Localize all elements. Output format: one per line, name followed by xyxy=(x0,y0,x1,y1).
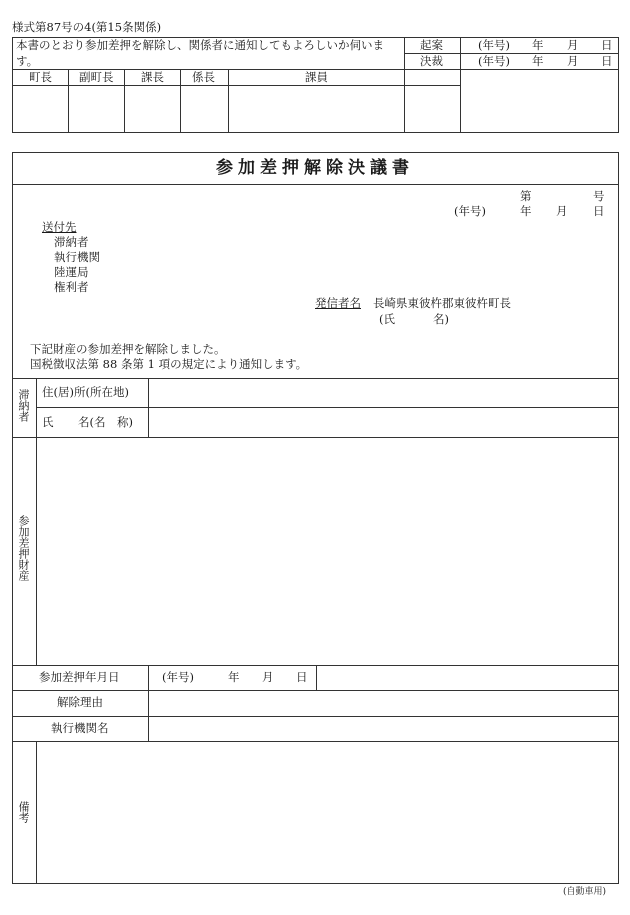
divider xyxy=(12,716,619,717)
document-title: 参加差押解除決議書 xyxy=(216,158,414,178)
divider xyxy=(148,378,149,437)
divider xyxy=(12,741,619,742)
decision-era: (年号) xyxy=(478,54,510,68)
property-label: 参加差押財産 xyxy=(17,515,30,581)
date-row-era: (年号) xyxy=(162,670,194,684)
draft-era: (年号) xyxy=(478,38,510,52)
name-label-b: 名(名 称) xyxy=(78,415,133,429)
address-label: 住(居)所(所在地) xyxy=(42,385,129,399)
divider xyxy=(404,37,405,133)
approval-request-text: 本書のとおり参加差押を解除し、関係者に通知してもよろしいか伺いま xyxy=(16,38,384,52)
divider xyxy=(148,665,149,741)
recipient-transport-bureau: 陸運局 xyxy=(54,265,89,279)
doc-date-day: 日 xyxy=(593,204,605,218)
reason-label: 解除理由 xyxy=(57,695,103,709)
send-to-label: 送付先 xyxy=(42,220,77,234)
recipient-delinquent: 滞納者 xyxy=(54,235,89,249)
decision-year: 年 xyxy=(532,54,544,68)
doc-date-era: (年号) xyxy=(454,204,486,218)
document-outer-border xyxy=(12,152,619,884)
draft-day: 日 xyxy=(601,38,613,52)
remarks-label: 備考 xyxy=(17,801,30,823)
notice-line-2: 国税徴収法第 88 条第 1 項の規定により通知します。 xyxy=(30,357,308,371)
divider xyxy=(124,69,125,133)
decision-label: 決裁 xyxy=(420,54,443,68)
divider xyxy=(36,741,37,884)
date-row-year: 年 xyxy=(228,670,240,684)
form-number: 様式第87号の4(第15条関係) xyxy=(12,20,162,34)
stamp-col-section-chief: 課長 xyxy=(141,70,164,84)
divider xyxy=(68,69,69,133)
date-row-month: 月 xyxy=(262,670,274,684)
divider xyxy=(36,378,37,665)
decision-day: 日 xyxy=(601,54,613,68)
divider xyxy=(36,407,619,408)
divider xyxy=(460,37,461,133)
divider xyxy=(12,85,460,86)
divider xyxy=(12,378,619,379)
agency-label: 執行機関名 xyxy=(51,721,109,735)
sender-label: 発信者名 xyxy=(315,296,361,310)
stamp-col-deputy-mayor: 副町長 xyxy=(79,70,114,84)
doc-number-prefix: 第 xyxy=(520,189,532,203)
delinquent-label: 滞納者 xyxy=(17,389,30,422)
divider xyxy=(12,184,619,185)
stamp-col-subsection-chief: 係長 xyxy=(192,70,215,84)
stamp-col-staff: 課員 xyxy=(305,70,328,84)
recipient-right-holder: 権利者 xyxy=(54,280,89,294)
sender-name: 長崎県東彼杵郡東彼杵町長 xyxy=(373,296,511,310)
divider xyxy=(12,437,619,438)
decision-month: 月 xyxy=(567,54,579,68)
doc-date-month: 月 xyxy=(556,204,568,218)
approval-request-text-cont: す。 xyxy=(16,54,39,68)
doc-date-year: 年 xyxy=(520,204,532,218)
draft-year: 年 xyxy=(532,38,544,52)
divider xyxy=(228,69,229,133)
divider xyxy=(12,690,619,691)
notice-line-1: 下記財産の参加差押を解除しました。 xyxy=(30,342,226,356)
draft-month: 月 xyxy=(567,38,579,52)
stamp-col-mayor: 町長 xyxy=(29,70,52,84)
date-row-day: 日 xyxy=(296,670,308,684)
doc-number-suffix: 号 xyxy=(593,189,605,203)
sender-shi: (氏 xyxy=(379,312,395,326)
footer-note: (自動車用) xyxy=(563,887,607,897)
sender-mei: 名) xyxy=(433,312,449,326)
recipient-agency: 執行機関 xyxy=(54,250,100,264)
draft-label: 起案 xyxy=(420,38,443,52)
divider xyxy=(316,665,317,690)
name-label-a: 氏 xyxy=(42,415,54,429)
divider xyxy=(180,69,181,133)
date-row-label: 参加差押年月日 xyxy=(39,670,120,684)
